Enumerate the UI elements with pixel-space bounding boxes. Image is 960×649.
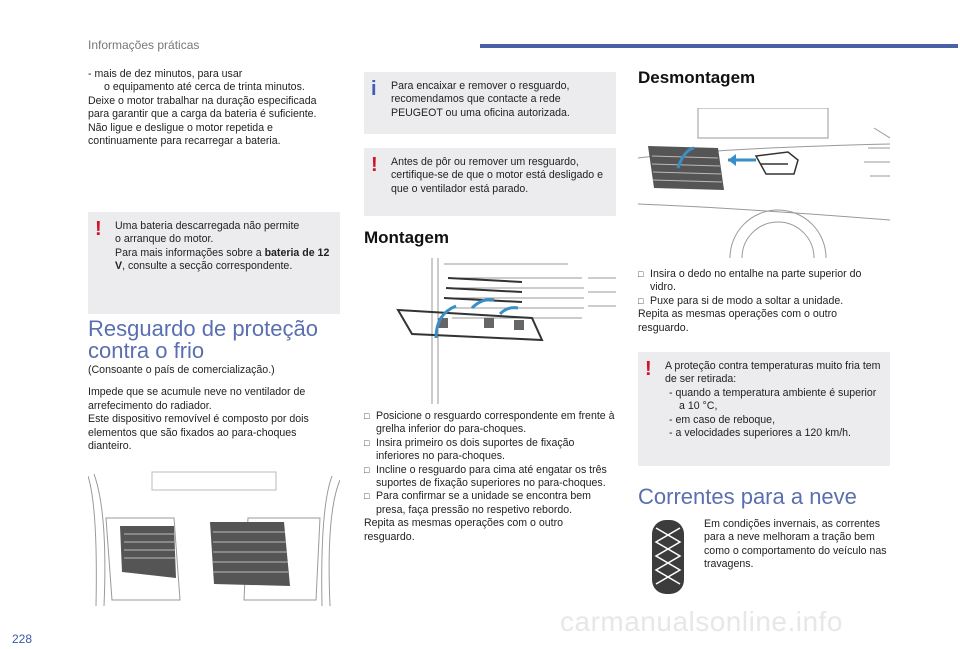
note-text: Para encaixar e remover o resguardo, recomendamos que contacte a rede PEUGEOT ou uma oficina autorizada. xyxy=(391,80,570,119)
list-item xyxy=(364,490,616,517)
note-text xyxy=(115,247,332,274)
dash-item-line1: - mais de dez minutos, para usar xyxy=(88,68,243,80)
closing-text: Repita as mesmas operações com o outro resguardo. xyxy=(364,517,564,543)
mounting-illustration xyxy=(392,258,616,404)
info-note xyxy=(364,72,616,134)
desmontagem-heading: Desmontagem xyxy=(638,68,756,87)
exclamation-warning-icon: ! xyxy=(95,218,102,240)
temperature-warning-note xyxy=(638,352,890,466)
square-bullet-icon: □ xyxy=(364,437,370,448)
page-number: 228 xyxy=(12,632,33,646)
list-item xyxy=(364,410,616,437)
square-bullet-icon: □ xyxy=(364,491,370,502)
subtitle: (Consoante o país de comercialização.) xyxy=(88,364,275,376)
note-item: - em caso de reboque, xyxy=(669,413,776,426)
section-body xyxy=(88,364,340,453)
list-item xyxy=(638,268,890,295)
cold-guard-illustration xyxy=(88,468,340,606)
warning-note xyxy=(364,148,616,216)
snow-chains-title: Correntes para a neve xyxy=(638,484,857,509)
note-item-text: em caso de reboque, xyxy=(675,413,776,426)
note-text: Antes de pôr ou remover um resguardo, certifique-se de que o motor está desligado e que o ventilador está parado. xyxy=(391,156,604,195)
mounting-steps xyxy=(364,410,616,544)
square-bullet-icon: □ xyxy=(364,411,370,421)
header-accent-bar xyxy=(480,44,958,48)
list-item xyxy=(364,437,616,464)
snow-chains-text: Em condições invernais, as correntes para a neve melhoram a tração bem como o comportamento do veículo nas travagens. xyxy=(704,518,887,571)
paragraph: Deixe o motor trabalhar na duração especificada para garantir que a carga da bateria é suficiente. xyxy=(88,94,317,121)
paragraph: Não ligue e desligue o motor repetida e continuamente para recarregar a bateria. xyxy=(88,121,281,148)
snow-chain-tire-icon xyxy=(642,518,694,596)
step-text: Puxe para si de modo a soltar a unidade. xyxy=(650,294,844,307)
title-line: contra o frio xyxy=(88,338,205,363)
closing-text: Repita as mesmas operações com o outro resguardo. xyxy=(638,308,838,334)
intro-text-block xyxy=(88,68,340,148)
step-text: Insira o dedo no entalhe na parte superior do vidro. xyxy=(650,268,862,294)
removal-steps xyxy=(638,268,890,335)
square-bullet-icon: □ xyxy=(364,464,370,475)
step-text: Para confirmar se a unidade se encontra bem presa, faça pressão no respetivo rebordo. xyxy=(376,490,591,516)
step-text: Incline o resguardo para cima até engatar os três suportes de fixação superiores no para-choques. xyxy=(376,463,607,490)
section-title xyxy=(88,318,348,362)
dash-item-line2: o equipamento até cerca de trinta minutos. xyxy=(104,81,305,94)
title-line: Resguardo de proteção xyxy=(88,316,318,341)
step-text: Insira primeiro os dois suportes de fixação inferiores no para-choques. xyxy=(376,436,575,463)
square-bullet-icon: □ xyxy=(638,295,644,306)
note-item-text: a velocidades superiores a 120 km/h. xyxy=(675,427,851,440)
note-item: - a velocidades superiores a 120 km/h. xyxy=(669,427,851,440)
square-bullet-icon: □ xyxy=(638,269,644,279)
note-text-part: , consulte a secção correspondente. xyxy=(122,260,293,273)
note-text: o arranque do motor. xyxy=(115,233,214,246)
battery-warning-note xyxy=(88,212,340,314)
montagem-heading: Montagem xyxy=(364,228,449,247)
note-bold-text: bateria de 12 V xyxy=(115,246,330,273)
note-text: A proteção contra temperaturas muito fria tem de ser retirada: xyxy=(665,360,881,386)
note-item: - quando a temperatura ambiente é superior a 10 °C, xyxy=(669,386,877,413)
note-text: Uma bateria descarregada não permite xyxy=(115,220,300,232)
note-text-part: Para mais informações sobre a xyxy=(115,246,265,259)
info-marker-icon: i xyxy=(371,78,377,100)
list-item xyxy=(638,295,890,308)
note-item-text: quando a temperatura ambiente é superior a 10 °C, xyxy=(675,386,877,413)
watermark: carmanualsonline.info xyxy=(560,606,843,637)
removal-illustration xyxy=(638,108,890,258)
step-text: Posicione o resguardo correspondente em frente à grelha inferior do para-choques. xyxy=(376,410,615,436)
section-header: Informações práticas xyxy=(88,38,200,52)
paragraph: Impede que se acumule neve no ventilador de arrefecimento do radiador. xyxy=(88,386,306,412)
paragraph: Este dispositivo removível é composto por dois elementos que são fixados ao para-choques dianteiro. xyxy=(88,413,309,453)
exclamation-warning-icon: ! xyxy=(371,154,378,176)
exclamation-warning-icon: ! xyxy=(645,358,652,380)
list-item xyxy=(364,464,616,491)
